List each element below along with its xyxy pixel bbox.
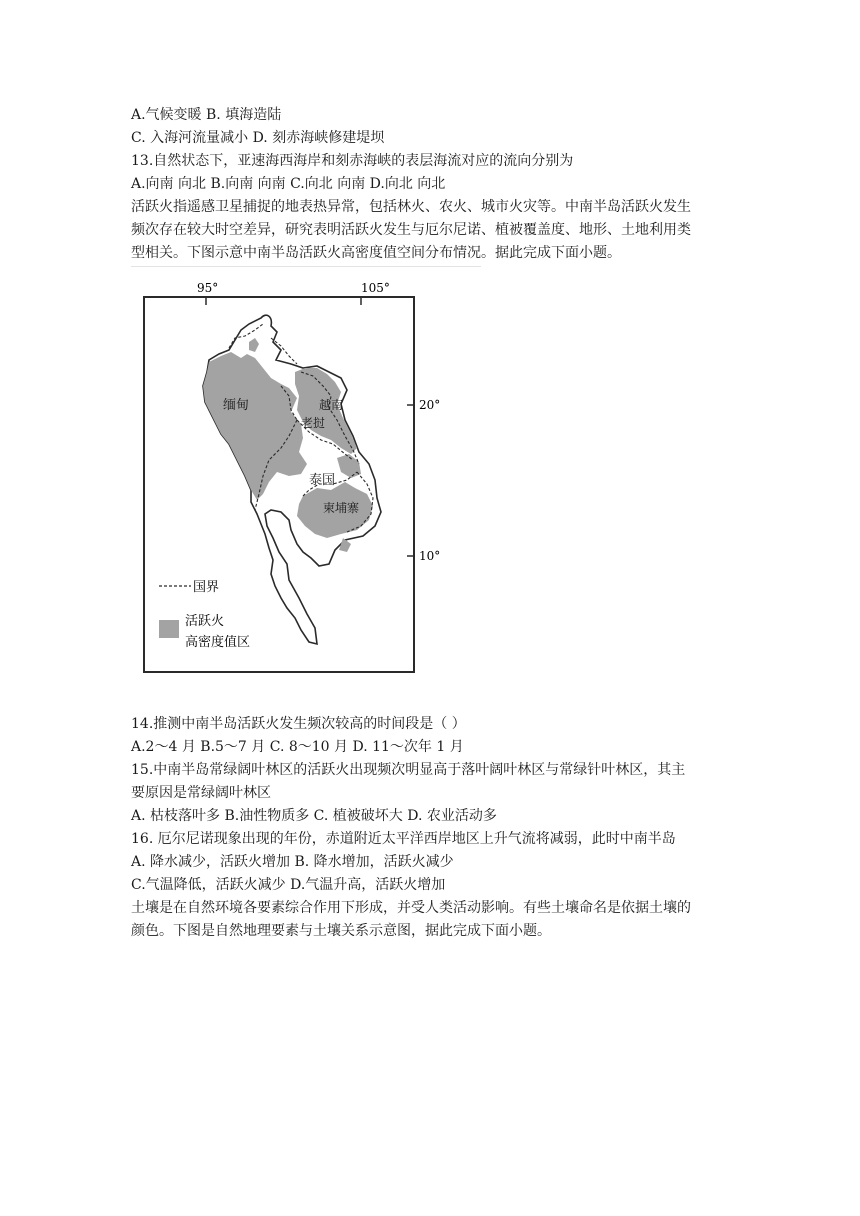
passage-line: 型相关。下图示意中南半岛活跃火高密度值空间分布情况。据此完成下面小题。 <box>131 245 621 261</box>
lon-label: 95° <box>197 281 219 295</box>
passage-line: 颜色。下图是自然地理要素与土壤关系示意图，据此完成下面小题。 <box>131 923 551 939</box>
map-svg <box>131 268 481 678</box>
lon-label: 105° <box>361 281 390 295</box>
lat-label: 20° <box>419 398 441 412</box>
indochina-map <box>131 268 481 678</box>
legend-fire-label-1: 活跃火 <box>185 614 225 629</box>
text-line: A.气候变暖 B. 填海造陆 <box>131 107 282 123</box>
divider <box>131 266 481 267</box>
lat-label: 10° <box>419 549 441 563</box>
country-label-laos: 老挝 <box>301 416 326 430</box>
text-line: 要原因是常绿阔叶林区 <box>131 785 271 801</box>
question-14: 14.推测中南半岛活跃火发生频次较高的时间段是（ ） <box>131 716 466 732</box>
text-line: A. 降水减少，活跃火增加 B. 降水增加，活跃火减少 <box>131 854 454 870</box>
passage-line: 土壤是在自然环境各要素综合作用下形成，并受人类活动影响。有些土壤命名是依据土壤的 <box>131 900 691 916</box>
country-label-myanmar: 缅甸 <box>223 398 250 413</box>
country-label-cambodia: 柬埔寨 <box>323 501 360 515</box>
passage-line: 活跃火指遥感卫星捕捉的地表热异常，包括林火、农火、城市火灾等。中南半岛活跃火发生 <box>131 199 691 215</box>
country-label-thailand: 泰国 <box>309 473 336 488</box>
text-line: A.2～4 月 B.5～7 月 C. 8～10 月 D. 11～次年 1 月 <box>131 739 464 755</box>
text-line: A.向南 向北 B.向南 向南 C.向北 向南 D.向北 向北 <box>131 176 446 192</box>
legend-fire-label-2: 高密度值区 <box>185 635 251 650</box>
legend-fire-swatch <box>159 620 179 638</box>
question-16: 16. 厄尔尼诺现象出现的年份，赤道附近太平洋西岸地区上升气流将减弱，此时中南半岛 <box>131 831 676 847</box>
question-13: 13.自然状态下，亚速海西海岸和刻赤海峡的表层海流对应的流向分别为 <box>131 153 574 169</box>
text-line: A. 枯枝落叶多 B.油性物质多 C. 植被破坏大 D. 农业活动多 <box>131 808 497 824</box>
text-line: C. 入海河流量减小 D. 刻赤海峡修建堤坝 <box>131 130 385 146</box>
text-line: C.气温降低，活跃火减少 D.气温升高，活跃火增加 <box>131 877 446 893</box>
question-15: 15.中南半岛常绿阔叶林区的活跃火出现频次明显高于落叶阔叶林区与常绿针叶林区，其主 <box>131 762 686 778</box>
country-label-vietnam: 越南 <box>319 398 344 412</box>
passage-line: 频次存在较大时空差异，研究表明活跃火发生与厄尔尼诺、植被覆盖度、地形、土地利用类 <box>131 222 691 238</box>
legend-border-label: 国界 <box>193 580 220 595</box>
